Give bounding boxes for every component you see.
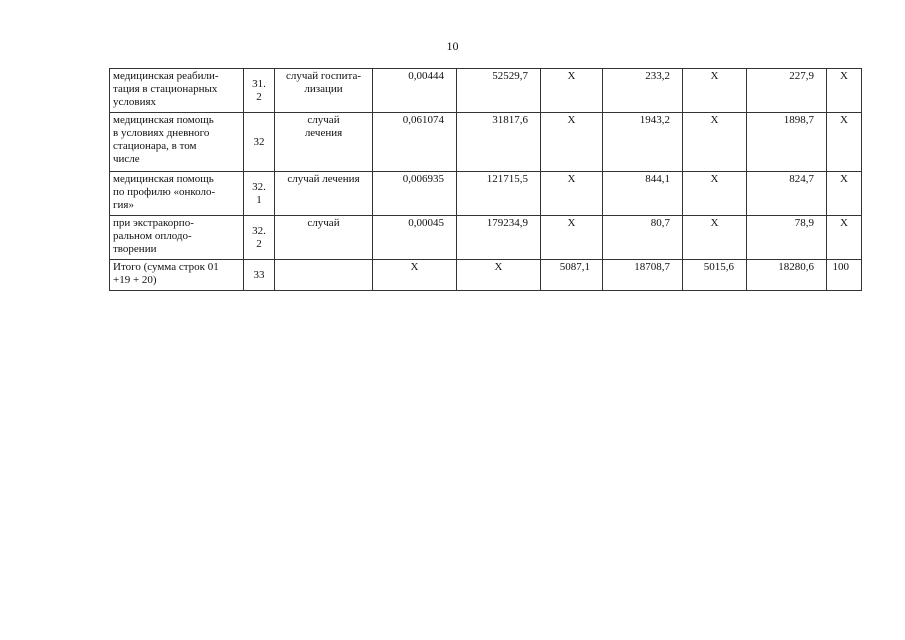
row-number-cell	[244, 172, 275, 216]
care-type-cell-line: гия»	[113, 199, 134, 211]
unit-cell-line: случай госпита-	[285, 70, 362, 82]
total-budget-cell: Х	[683, 216, 747, 260]
care-type-cell-line: +19 + 20)	[113, 274, 157, 286]
total-budget-cell: Х	[683, 113, 747, 172]
care-type-cell	[110, 172, 244, 216]
row-number-cell-line: 32	[253, 135, 265, 148]
unit-cell	[275, 216, 373, 260]
row-number-cell-line: 2	[256, 237, 262, 250]
row-number-cell-line: 31.	[252, 77, 266, 90]
care-type-cell	[110, 113, 244, 172]
row-number-cell	[244, 216, 275, 260]
row-number-cell-line: 33	[253, 268, 265, 281]
per-capita-budget-cell: 5087,1	[541, 260, 603, 291]
unit-cell-line: случай	[307, 114, 340, 126]
unit-cell	[275, 172, 373, 216]
total-oms-cell: 18280,6	[747, 260, 827, 291]
per-capita-budget-cell: Х	[541, 113, 603, 172]
care-type-cell-line: стационара, в том	[113, 140, 197, 152]
care-type-cell-line: числе	[113, 153, 140, 165]
row-number-cell	[244, 260, 275, 291]
per-capita-oms-cell: 1943,2	[603, 113, 683, 172]
total-budget-cell: Х	[683, 172, 747, 216]
table-row	[110, 69, 862, 113]
per-capita-oms-cell: 844,1	[603, 172, 683, 216]
per-capita-oms-cell: 18708,7	[603, 260, 683, 291]
percent-cell: Х	[827, 113, 862, 172]
total-budget-cell: 5015,6	[683, 260, 747, 291]
unit-cell	[275, 69, 373, 113]
norm-cost-cell: Х	[457, 260, 541, 291]
total-oms-cell: 1898,7	[747, 113, 827, 172]
norm-cost-cell: 52529,7	[457, 69, 541, 113]
total-oms-cell: 824,7	[747, 172, 827, 216]
total-oms-cell: 78,9	[747, 216, 827, 260]
unit-cell-line: лизации	[304, 83, 343, 95]
table-row	[110, 113, 862, 172]
row-number-cell-line: 1	[256, 193, 262, 206]
care-type-cell-line: творении	[113, 243, 157, 255]
table-row	[110, 172, 862, 216]
norm-cost-cell: 179234,9	[457, 216, 541, 260]
care-type-cell-line: ральном оплодо-	[113, 230, 192, 242]
care-type-cell	[110, 216, 244, 260]
norm-volume-cell: 0,061074	[373, 113, 457, 172]
percent-cell: Х	[827, 216, 862, 260]
norm-volume-cell: Х	[373, 260, 457, 291]
percent-cell: 100	[827, 260, 862, 291]
table-row	[110, 260, 862, 291]
per-capita-oms-cell: 233,2	[603, 69, 683, 113]
care-type-cell-line: при экстракорпо-	[113, 217, 194, 229]
care-type-cell	[110, 260, 244, 291]
per-capita-budget-cell: Х	[541, 172, 603, 216]
care-type-cell-line: тация в стационарных	[113, 83, 218, 95]
norm-volume-cell: 0,00045	[373, 216, 457, 260]
table-body	[110, 69, 862, 291]
data-table	[109, 68, 862, 291]
care-type-cell-line: в условиях дневного	[113, 127, 210, 139]
unit-cell-line: лечения	[304, 127, 343, 139]
care-type-cell-line: медицинская реабили-	[113, 70, 219, 82]
norm-cost-cell: 121715,5	[457, 172, 541, 216]
care-type-cell-line: по профилю «онколо-	[113, 186, 216, 198]
page-number: 10	[446, 39, 459, 53]
row-number-cell-line: 32.	[252, 180, 266, 193]
row-number-cell	[244, 113, 275, 172]
care-type-cell-line: Итого (сумма строк 01	[113, 261, 219, 273]
norm-volume-cell: 0,00444	[373, 69, 457, 113]
row-number-cell-line: 2	[256, 90, 262, 103]
percent-cell: Х	[827, 172, 862, 216]
care-type-cell	[110, 69, 244, 113]
care-type-cell-line: медицинская помощь	[113, 114, 214, 126]
total-oms-cell: 227,9	[747, 69, 827, 113]
care-type-cell-line: медицинская помощь	[113, 173, 214, 185]
row-number-cell-line: 32.	[252, 224, 266, 237]
row-number-cell	[244, 69, 275, 113]
total-budget-cell: Х	[683, 69, 747, 113]
norm-cost-cell: 31817,6	[457, 113, 541, 172]
percent-cell: Х	[827, 69, 862, 113]
unit-cell	[275, 113, 373, 172]
table-row	[110, 216, 862, 260]
unit-cell-line: случай лечения	[287, 173, 360, 185]
per-capita-budget-cell: Х	[541, 216, 603, 260]
care-type-cell-line: условиях	[113, 96, 157, 108]
per-capita-budget-cell: Х	[541, 69, 603, 113]
per-capita-oms-cell: 80,7	[603, 216, 683, 260]
norm-volume-cell: 0,006935	[373, 172, 457, 216]
unit-cell	[275, 260, 373, 291]
unit-cell-line: случай	[307, 217, 340, 229]
